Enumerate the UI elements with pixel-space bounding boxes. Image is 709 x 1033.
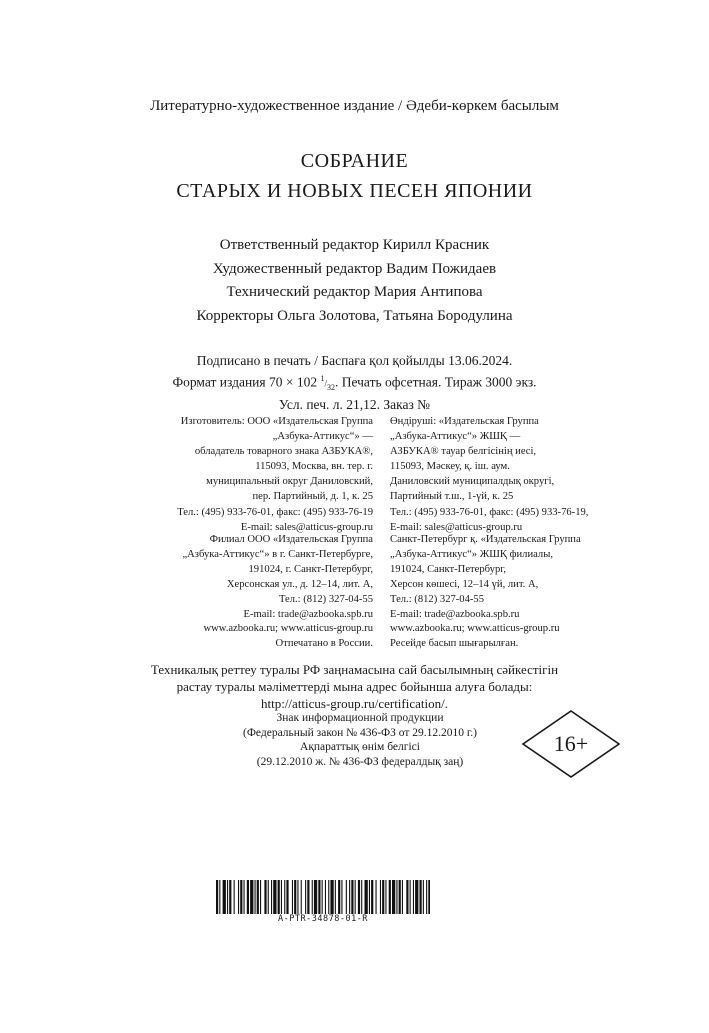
barcode-bar xyxy=(396,880,397,914)
barcode-bar xyxy=(399,880,401,914)
barcode-bar xyxy=(273,880,276,914)
fraction-denominator: 32 xyxy=(326,382,335,392)
barcode-bar xyxy=(305,880,306,914)
manufacturer-ru-line: „Азбука-Аттикус“» — xyxy=(272,431,373,443)
barcode-bar xyxy=(240,880,242,914)
print-info-block xyxy=(0,352,709,414)
web-ru xyxy=(203,621,373,651)
branch-ru-phone: Тел.: (812) 327-04-55 xyxy=(278,594,373,606)
barcode-bar xyxy=(338,880,340,914)
barcode-bar xyxy=(382,880,384,914)
manufacturer-ru-line: пер. Партийный, д. 1, к. 25 xyxy=(252,491,373,503)
barcode-bar xyxy=(392,880,395,914)
barcode-bar xyxy=(371,880,373,914)
barcode-bar xyxy=(335,880,336,914)
manufacturer-kz-email: E-mail: sales@atticus-group.ru xyxy=(390,521,523,533)
barcode-bar xyxy=(227,880,228,914)
barcode-bar xyxy=(301,880,302,914)
barcode-bar xyxy=(292,880,293,914)
barcode-bar xyxy=(255,880,256,914)
barcode-bar xyxy=(268,880,269,914)
barcode-bar xyxy=(264,880,266,914)
barcode-bar xyxy=(376,880,377,914)
barcode-bar xyxy=(229,880,231,914)
barcode-bar xyxy=(325,880,326,914)
barcode-bar xyxy=(318,880,320,914)
barcode-bar xyxy=(415,880,418,914)
manufacturer-ru-line: муниципальный округ Даниловский, xyxy=(206,476,373,488)
editor-responsible: Ответственный редактор Кирилл Красник xyxy=(219,237,490,253)
barcode-bar xyxy=(330,880,333,914)
book-title-line-2: СТАРЫХ И НОВЫХ ПЕСЕН ЯПОНИИ xyxy=(176,180,533,202)
barcode-bar xyxy=(234,880,235,914)
info-sign-line: (29.12.2010 ж. № 436-ФЗ федералдық заң) xyxy=(256,756,464,769)
barcode-bar xyxy=(423,880,424,914)
branch-kz-phone: Тел.: (812) 327-04-55 xyxy=(390,594,485,606)
branch-ru xyxy=(182,532,373,623)
barcode-bar xyxy=(380,880,381,914)
certification-url: http://atticus-group.ru/certification/. xyxy=(260,696,448,711)
barcode-bar xyxy=(223,880,226,914)
print-signed-date: Подписано в печать / Баспаға қол қойылды 13.06.2024. xyxy=(196,353,513,368)
barcode-bar xyxy=(365,880,368,914)
editor-art: Художественный редактор Вадим Пожидаев xyxy=(212,260,497,277)
barcode-bar xyxy=(247,880,249,914)
barcode-bar xyxy=(385,880,386,914)
age-rating-badge xyxy=(521,709,621,779)
editors-block xyxy=(0,234,709,328)
barcode-bar xyxy=(328,880,329,914)
tech-regulation-line: Техникалық реттеу туралы РФ заңнамасына сай басылымның сәйкестігін xyxy=(150,662,559,677)
manufacturer-kz-line: Өндіруші: «Издательская Группа xyxy=(390,416,539,427)
barcode-bar xyxy=(389,880,391,914)
barcode-bar xyxy=(312,880,313,914)
web-ru-sites: www.azbooka.ru; www.atticus-group.ru xyxy=(203,623,373,634)
manufacturer-ru-line: 115093, Москва, вн. тер. г. xyxy=(255,461,373,473)
branch-kz-line: 191024, Санкт-Петербург, xyxy=(390,564,507,576)
branch-kz-line: Санкт-Петербург қ. «Издательская Группа xyxy=(390,534,581,545)
barcode-bar xyxy=(402,880,403,914)
barcode-bar xyxy=(413,880,414,914)
barcode-bar xyxy=(361,880,362,914)
print-format: Формат издания 70 × 102 $^1/_{32}$. Печать офсетная. Тираж 3000 экз. xyxy=(172,373,537,392)
barcode-icon xyxy=(216,880,430,914)
branch-kz xyxy=(390,532,581,623)
manufacturer-ru-phone: Тел.: (495) 933-76-01, факс: (495) 933-76-19 xyxy=(177,506,373,518)
barcode-bar xyxy=(406,880,408,914)
barcode-bar xyxy=(341,880,342,914)
barcode-bar xyxy=(286,880,288,914)
info-sign-block xyxy=(210,711,510,770)
barcode-bar xyxy=(250,880,253,914)
barcode-bar xyxy=(271,880,272,914)
barcode-bar xyxy=(238,880,239,914)
branch-kz-line: „Азбука-Аттикус“» ЖШҚ филиалы, xyxy=(390,549,553,561)
barcode-bar xyxy=(284,880,285,914)
manufacturer-kz-line: „Азбука-Аттикус“» ЖШҚ — xyxy=(390,431,521,443)
printed-in-russia-kz: Ресейде басып шығарылған. xyxy=(390,638,519,650)
barcode-bar xyxy=(244,880,245,914)
editor-correctors: Корректоры Ольга Золотова, Татьяна Бородулина xyxy=(196,307,513,324)
barcode-bar xyxy=(428,880,430,914)
web-kz xyxy=(390,621,560,651)
branch-ru-email: E-mail: trade@azbooka.spb.ru xyxy=(243,609,373,621)
editor-technical: Технический редактор Мария Антипова xyxy=(226,284,483,300)
barcode-bar xyxy=(349,880,350,914)
edition-type-header: Литературно-художественное издание / Әдеби-көркем басылым xyxy=(150,98,559,114)
barcode-bar xyxy=(322,880,323,914)
tech-regulation-block xyxy=(0,661,709,712)
branch-ru-line: Херсонская ул., д. 12–14, лит. А, xyxy=(226,579,373,591)
manufacturer-ru-line: обладатель товарного знака АЗБУКА®, xyxy=(194,446,373,458)
barcode-bar xyxy=(307,880,309,914)
branch-ru-line: 191024, г. Санкт-Петербург, xyxy=(248,564,373,576)
info-sign-line: (Федеральный закон № 436-ФЗ от 29.12.2010 г.) xyxy=(243,726,477,739)
branch-kz-line: Херсон көшесі, 12–14 үй, лит. А, xyxy=(390,579,539,591)
barcode-bar xyxy=(260,880,261,914)
barcode-bar xyxy=(278,880,280,914)
barcode-bar xyxy=(369,880,370,914)
barcode-bar xyxy=(314,880,317,914)
format-suffix: . Печать офсетная. Тираж 3000 экз. xyxy=(334,374,537,389)
printed-in-russia-ru: Отпечатано в России. xyxy=(275,638,373,650)
barcode-bar xyxy=(216,880,218,914)
book-title-line-1: СОБРАНИЕ xyxy=(300,150,409,172)
manufacturer-ru xyxy=(177,414,373,535)
barcode-bar xyxy=(426,880,427,914)
info-sign-line: Ақпараттық өнім белгісі xyxy=(300,741,420,754)
barcode-bar xyxy=(346,880,347,914)
barcode-bar xyxy=(297,880,298,914)
branch-ru-line: Филиал ООО «Издательская Группа xyxy=(209,534,373,545)
format-prefix: Формат издания 70 × 102 xyxy=(172,374,318,389)
age-rating-text: 16+ xyxy=(553,731,589,756)
barcode-bar xyxy=(351,880,353,914)
web-kz-sites: www.azbooka.ru; www.atticus-group.ru xyxy=(390,623,560,634)
barcode-bar xyxy=(358,880,360,914)
manufacturer-kz-line: Даниловский муниципалдық округі, xyxy=(390,476,555,488)
manufacturer-kz-line: АЗБУКА® тауар белгісінің иесі, xyxy=(390,446,537,458)
manufacturer-ru-email: E-mail: sales@atticus-group.ru xyxy=(240,521,373,533)
barcode-bar xyxy=(420,880,422,914)
manufacturer-kz-line: Партийный т.ш., 1-үй, к. 25 xyxy=(390,491,514,503)
barcode-bar xyxy=(294,880,296,914)
barcode-bar xyxy=(355,880,356,914)
branch-ru-line: „Азбука-Аттикус“» в г. Санкт-Петербурге, xyxy=(182,549,373,561)
barcode-bar xyxy=(281,880,282,914)
print-order-number: Усл. печ. л. 21,12. Заказ № xyxy=(278,397,431,413)
branch-kz-email: E-mail: trade@azbooka.spb.ru xyxy=(390,609,520,621)
manufacturer-ru-line: Изготовитель: ООО «Издательская Группа xyxy=(180,416,373,427)
manufacturer-kz xyxy=(390,414,588,535)
fraction-numerator: 1 xyxy=(320,373,325,383)
barcode-caption: А-PTR-34878-01-R xyxy=(278,914,368,924)
tech-regulation-line: растау туралы мәліметтерді мына адрес бойынша алуға болады: xyxy=(176,679,533,694)
manufacturer-kz-line: 115093, Мәскеу, қ. іш. аум. xyxy=(390,461,510,473)
barcode-bar xyxy=(257,880,259,914)
info-sign-line: Знак информационной продукции xyxy=(276,712,444,724)
barcode-bar xyxy=(410,880,411,914)
manufacturer-kz-phone: Тел.: (495) 933-76-01, факс: (495) 933-76-19, xyxy=(390,506,589,518)
barcode-bar xyxy=(219,880,220,914)
